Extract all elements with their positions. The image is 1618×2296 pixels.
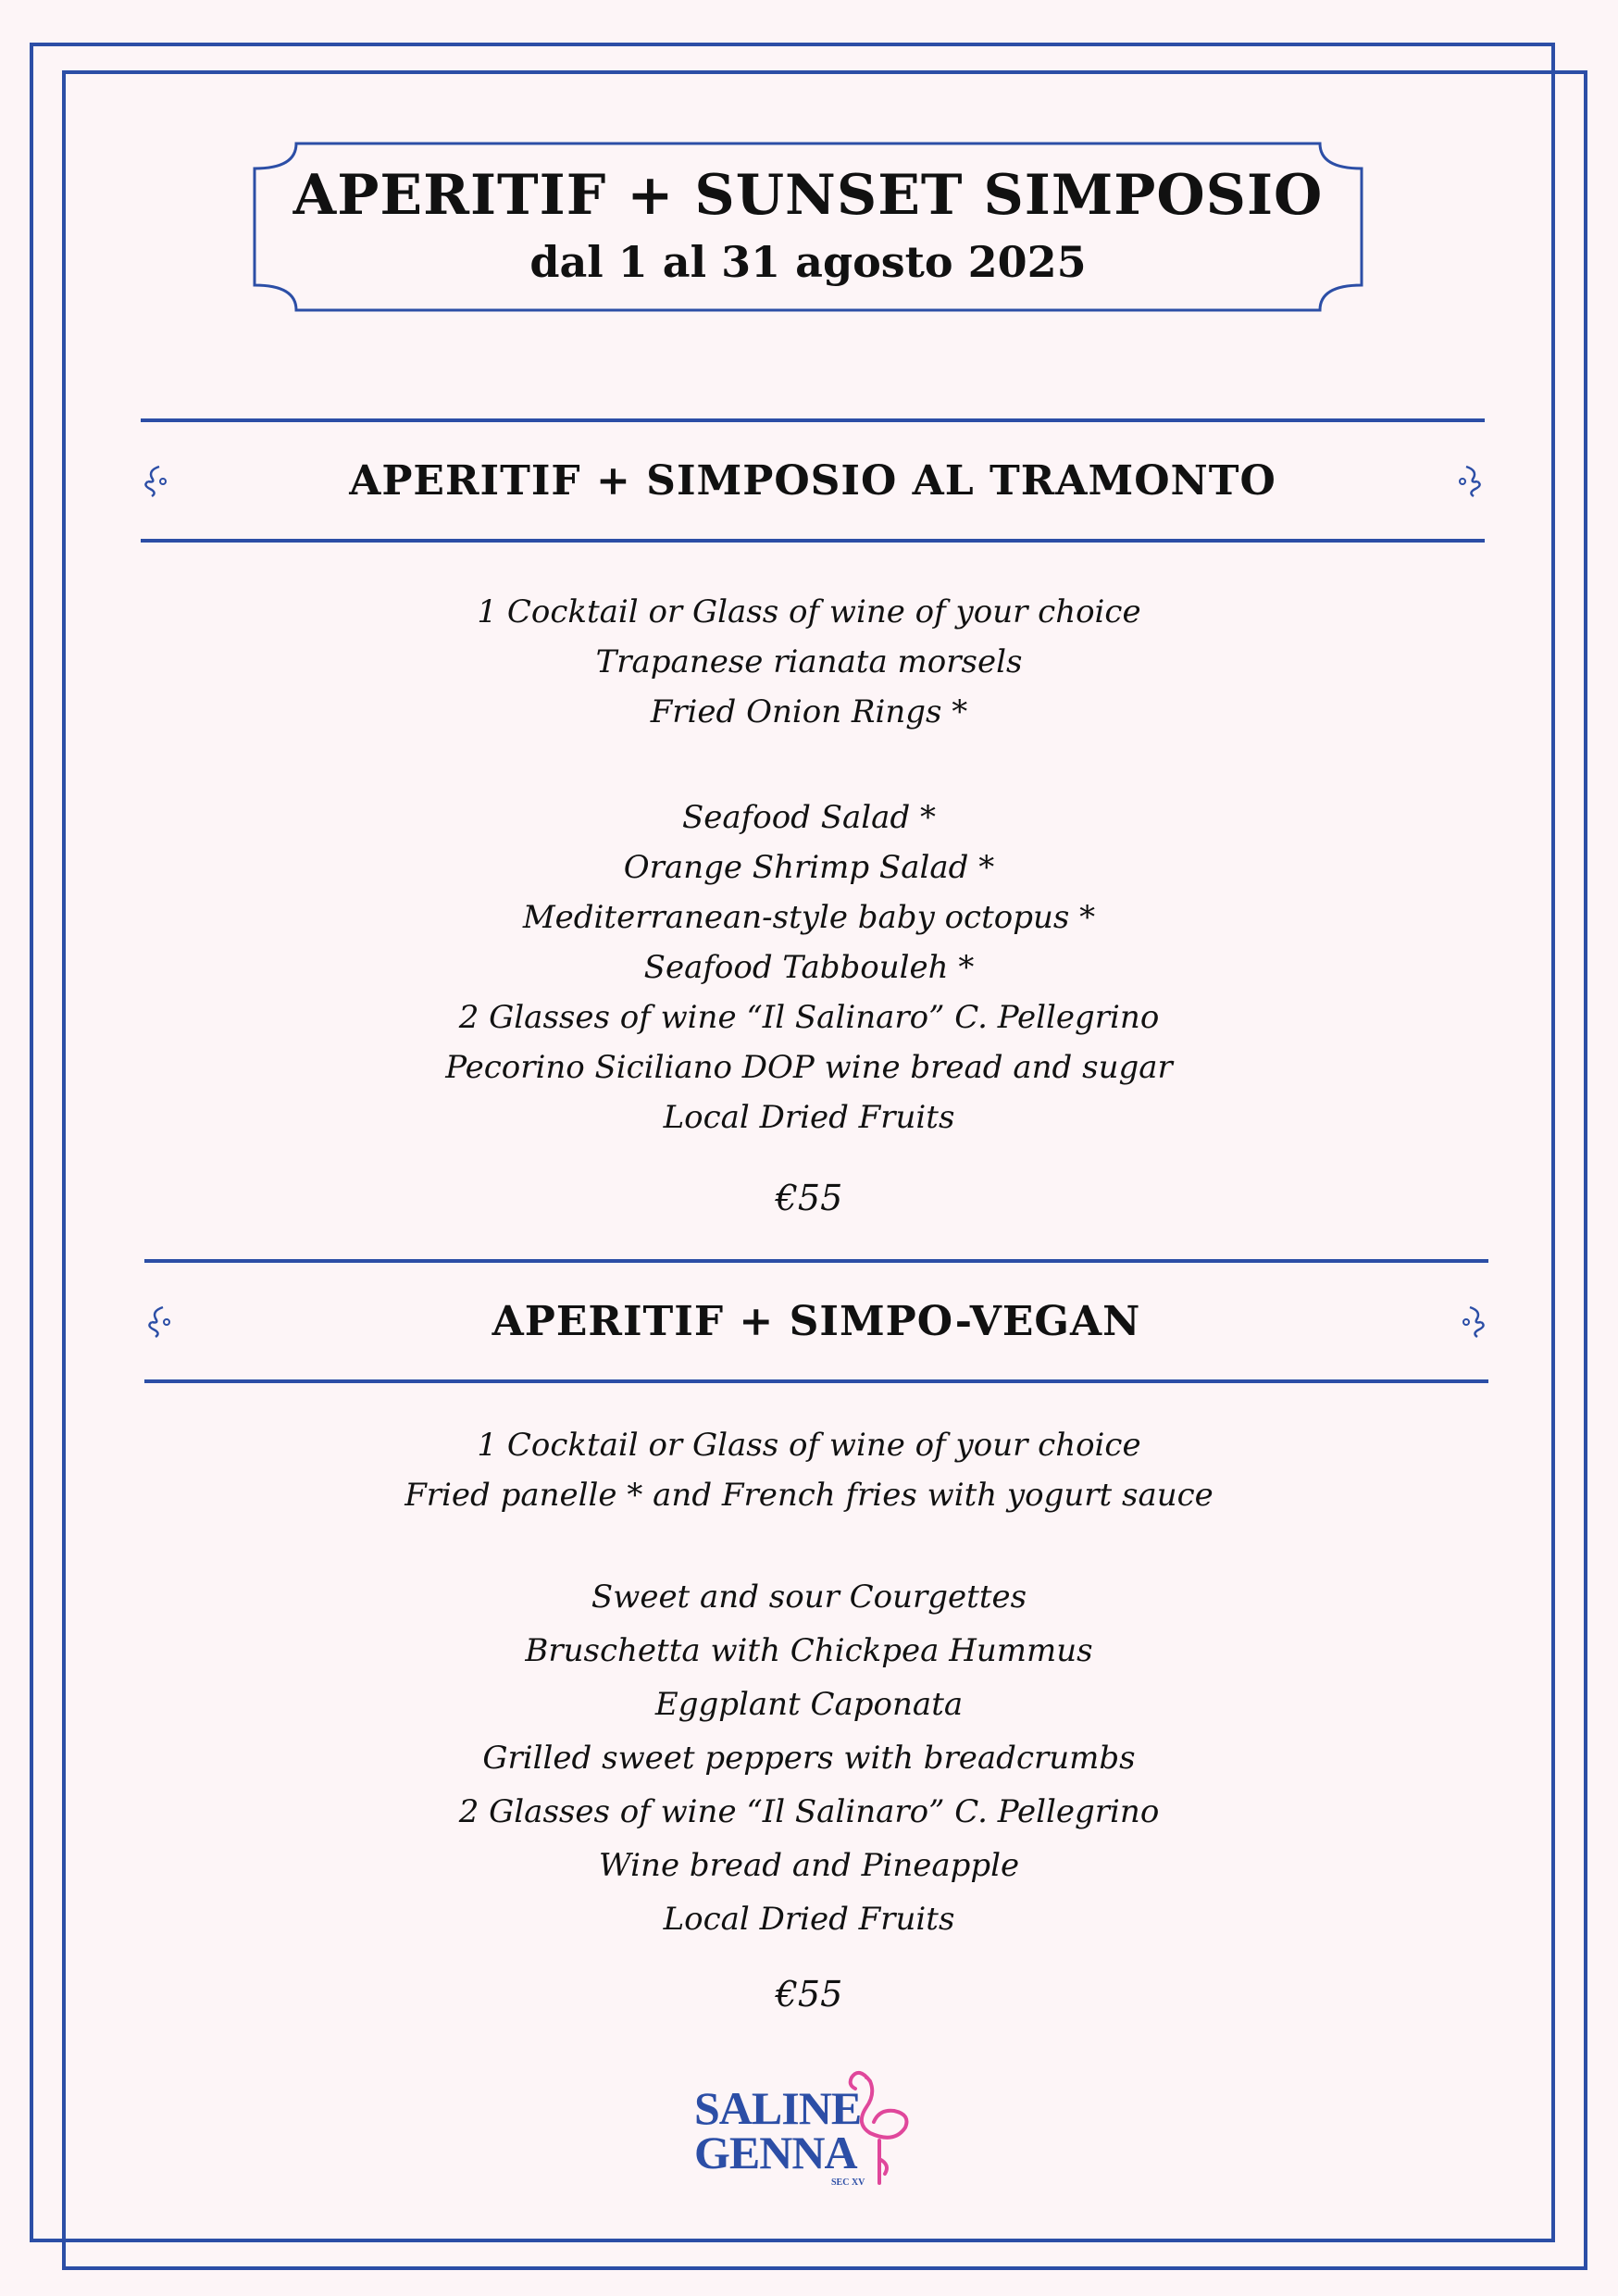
section-1-top-rule [141, 418, 1485, 422]
menu-items-list [0, 1420, 1618, 1520]
menu-items-list [0, 792, 1618, 1142]
saline-genna-logo [694, 2063, 926, 2192]
menu-items-list [0, 587, 1618, 737]
menu-item: Trapanese rianata morsels [595, 643, 1023, 680]
menu-item: Mediterranean-style baby octopus * [522, 899, 1096, 936]
menu-item: 1 Cocktail or Glass of wine of your choice [477, 1427, 1141, 1464]
menu-item: Wine bread and Pineapple [598, 1847, 1020, 1884]
menu-item: Pecorino Siciliano DOP wine bread and sugar [445, 1049, 1173, 1086]
menu-item: 2 Glasses of wine “Il Salinaro” C. Pellegrino [458, 999, 1160, 1036]
section-2-top-rule [144, 1259, 1488, 1263]
section-title: APERITIF + SIMPOSIO AL TRAMONTO [349, 457, 1276, 505]
logo-text-saline: SALINE [694, 2082, 862, 2134]
menu-item: 1 Cocktail or Glass of wine of your choice [477, 593, 1141, 630]
menu-item: Bruschetta with Chickpea Hummus [525, 1632, 1093, 1669]
menu-item: Local Dried Fruits [663, 1901, 955, 1938]
menu-item: Grilled sweet peppers with breadcrumbs [482, 1740, 1136, 1777]
page-title: APERITIF + SUNSET SIMPOSIO [292, 163, 1324, 228]
price-label: €55 [775, 1178, 843, 1218]
flourish-right-icon [1453, 463, 1487, 500]
menu-item: Eggplant Caponata [654, 1686, 964, 1723]
menu-item: Fried panelle * and French fries with yogurt sauce [404, 1477, 1214, 1514]
menu-item: 2 Glasses of wine “Il Salinaro” C. Pellegrino [458, 1793, 1160, 1830]
section-title: APERITIF + SIMPO-VEGAN [492, 1298, 1141, 1345]
menu-item: Fried Onion Rings * [650, 693, 968, 730]
menu-items-list [0, 1570, 1618, 1946]
page-subtitle-dates: dal 1 al 31 agosto 2025 [529, 237, 1087, 287]
menu-item: Seafood Salad * [681, 799, 937, 836]
menu-item: Local Dried Fruits [663, 1099, 955, 1136]
price-label: €55 [775, 1974, 843, 2015]
flamingo-icon [842, 2063, 916, 2192]
flourish-right-icon [1457, 1304, 1490, 1341]
logo-tag: SEC XV [831, 2177, 865, 2188]
section-1-bottom-rule [141, 539, 1485, 543]
menu-item: Seafood Tabbouleh * [643, 949, 975, 986]
title-box [252, 141, 1364, 313]
logo-text-genna: GENNA [694, 2127, 857, 2178]
menu-item: Sweet and sour Courgettes [591, 1578, 1027, 1616]
section-2-bottom-rule [144, 1379, 1488, 1383]
menu-item: Orange Shrimp Salad * [623, 849, 995, 886]
